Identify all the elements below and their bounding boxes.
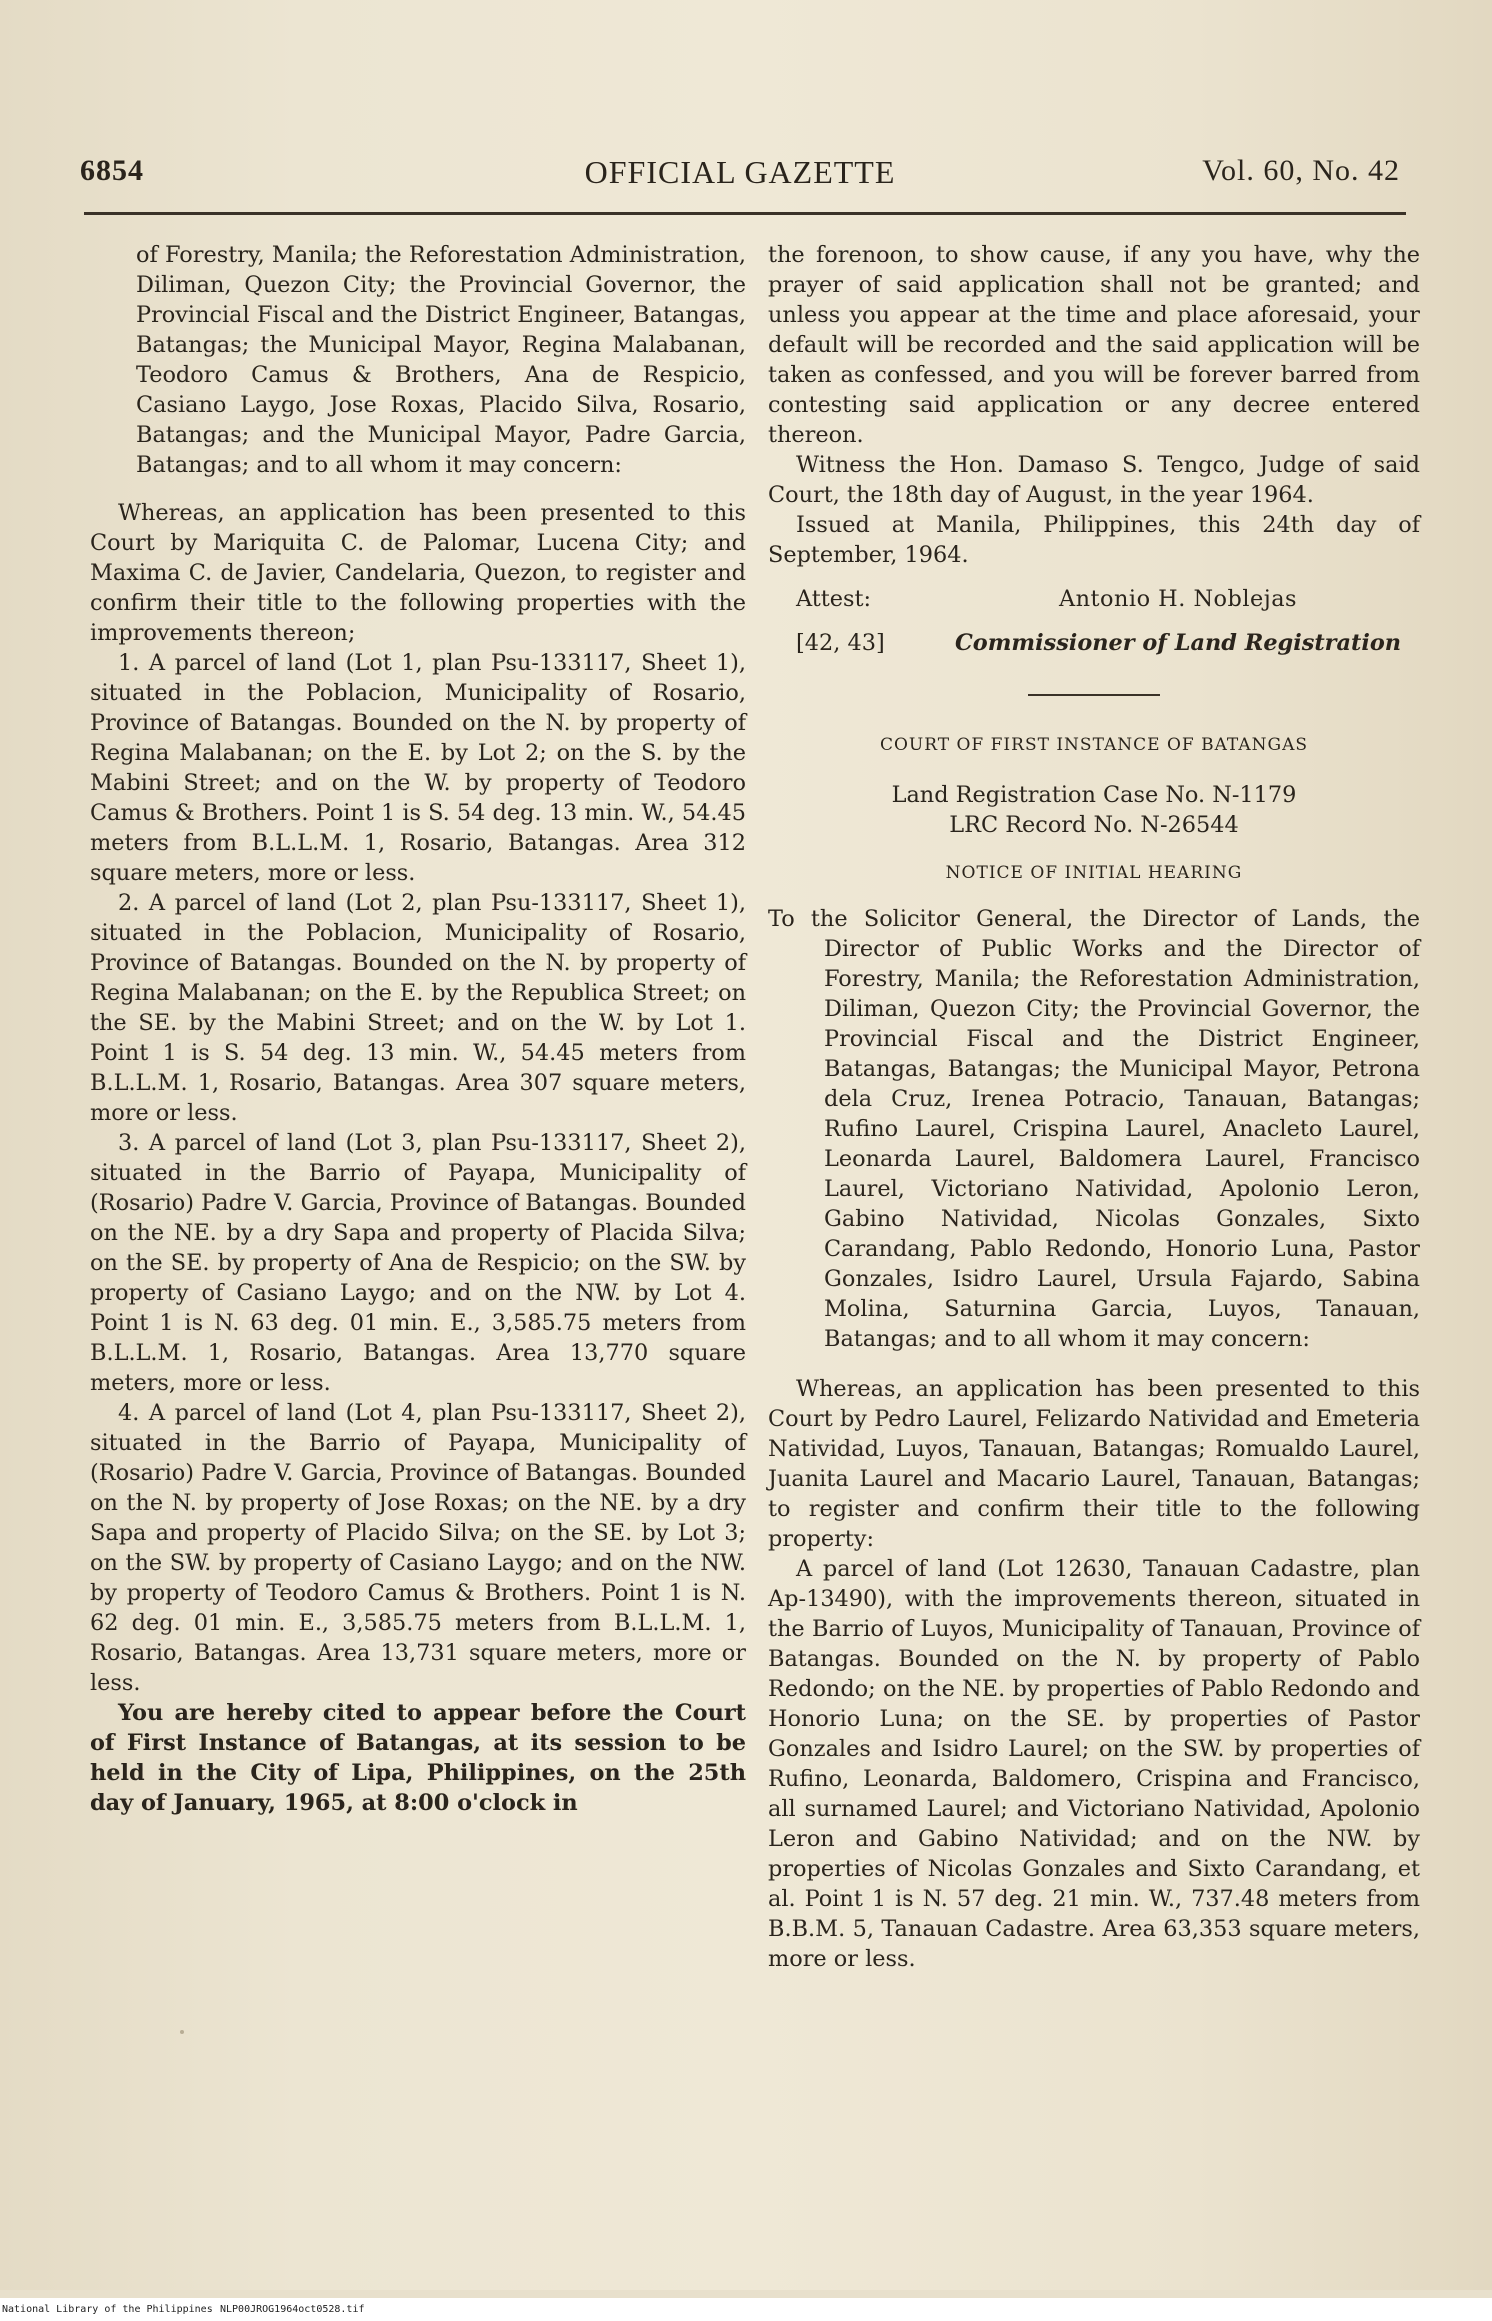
- scan-filename: NLP00JROG1964oct0528.tif: [220, 2304, 365, 2315]
- notice-heading: NOTICE OF INITIAL HEARING: [945, 863, 1243, 883]
- lrc-record: LRC Record No. N-26544: [949, 812, 1239, 838]
- library-credit: National Library of the Philippines: [2, 2304, 213, 2315]
- address-continuation: of Forestry, Manila; the Reforestation Administration, Diliman, Quezon City; the Provincial Governor, the Provincial Fiscal and the District Engineer, Batangas, Batangas; the Municipal Mayor, Regina Malabanan, Teodoro Camus & Brothers, Ana de Respicio, Casiano Laygo, Jose Roxas, Placido Silva, Rosario, Batangas; and the Municipal Mayor, Padre Garcia, Batangas; and to all whom it may concern:: [136, 242, 746, 478]
- attest-role: Commissioner of Land Registration: [954, 630, 1402, 656]
- witness-paragraph: Witness the Hon. Damaso S. Tengco, Judge of said Court, the 18th day of August, in the year 1964.: [768, 452, 1420, 508]
- header-rule: [84, 212, 1406, 215]
- lot-4-paragraph: 4. A parcel of land (Lot 4, plan Psu-133117, Sheet 2), situated in the Barrio of Payapa, Municipality of (Rosario) Padre V. Garcia, Province of Batangas. Bounded on the N. by property of Jose Roxas; on the NE. by a dry Sapa and property of Placido Silva; on the SE. by Lot 3; on the SW. by property of Casiano Laygo; and on the NW. by property of Teodoro Camus & Brothers. Point 1 is N. 62 deg. 01 min. E., 3,585.75 meters from B.L.L.M. 1, Rosario, Batangas. Area 13,731 square meters, more or less.: [90, 1400, 746, 1696]
- left-column: [90, 240, 746, 1818]
- scan-footer: [0, 2298, 1492, 2321]
- attest-name: Antonio H. Noblejas: [1058, 586, 1298, 612]
- continuation-paragraph: the forenoon, to show cause, if any you have, why the prayer of said application shall not be granted; and unless you appear at the time and place aforesaid, your default will be recorded and the said application will be taken as confessed, and you will be forever barred from contesting said application or any decree entered thereon.: [768, 242, 1420, 448]
- addressees-paragraph: To the Solicitor General, the Director of Lands, the Director of Public Works and the Director of Forestry, Manila; the Reforestation Administration, Diliman, Quezon City; the Provincial Governor, the Provincial Fiscal and the District Engineer, Batangas, Batangas; the Municipal Mayor, Petrona dela Cruz, Irenea Potracio, Tanauan, Batangas; Rufino Laurel, Crispina Laurel, Anacleto Laurel, Leonarda Laurel, Baldomera Laurel, Francisco Laurel, Victoriano Natividad, Apolonio Leron, Gabino Natividad, Nicolas Gonzales, Sixto Carandang, Pablo Redondo, Honorio Luna, Pastor Gonzales, Isidro Laurel, Ursula Fajardo, Sabina Molina, Saturnina Garcia, Luyos, Tanauan, Batangas; and to all whom it may concern:: [768, 906, 1420, 1352]
- right-column: [768, 240, 1420, 1974]
- publication-title: OFFICIAL GAZETTE: [584, 154, 896, 190]
- whereas-paragraph: Whereas, an application has been presented to this Court by Mariquita C. de Palomar, Lucena City; and Maxima C. de Javier, Candelaria, Quezon, to register and confirm their title to the following properties with the improvements thereon;: [90, 500, 746, 646]
- lot-3-paragraph: 3. A parcel of land (Lot 3, plan Psu-133117, Sheet 2), situated in the Barrio of Payapa, Municipality of (Rosario) Padre V. Garcia, Province of Batangas. Bounded on the NE. by a dry Sapa and property of Placida Silva; on the SE. by property of Ana de Respicio; on the SW. by property of Casiano Laygo; and on the NW. by Lot 4. Point 1 is N. 63 deg. 01 min. E., 3,585.75 meters from B.L.L.M. 1, Rosario, Batangas. Area 13,770 square meters, more or less.: [90, 1130, 746, 1396]
- section-divider: [1028, 694, 1160, 696]
- attest-line-2: [768, 628, 1420, 658]
- court-heading: COURT OF FIRST INSTANCE OF BATANGAS: [879, 735, 1308, 755]
- lot-2-paragraph: 2. A parcel of land (Lot 2, plan Psu-133117, Sheet 1), situated in the Poblacion, Municipality of Rosario, Province of Batangas. Bounded on the N. by property of Regina Malabanan; on the E. by the Republica Street; on the SE. by the Mabini Street; and on the W. by Lot 1. Point 1 is S. 54 deg. 13 min. W., 54.45 meters from B.L.L.M. 1, Rosario, Batangas. Area 307 square meters, more or less.: [90, 890, 746, 1126]
- lot-1-paragraph: 1. A parcel of land (Lot 1, plan Psu-133117, Sheet 1), situated in the Poblacion, Municipality of Rosario, Province of Batangas. Bounded on the N. by property of Regina Malabanan; on the E. by Lot 2; on the S. by the Mabini Street; and on the W. by property of Teodoro Camus & Brothers. Point 1 is S. 54 deg. 13 min. W., 54.45 meters from B.L.L.M. 1, Rosario, Batangas. Area 312 square meters, more or less.: [90, 650, 746, 886]
- attest-label: Attest:: [796, 586, 872, 612]
- volume-number: Vol. 60, No. 42: [1202, 154, 1400, 187]
- case-number: Land Registration Case No. N-1179: [891, 782, 1297, 808]
- issued-paragraph: Issued at Manila, Philippines, this 24th day of September, 1964.: [768, 512, 1420, 568]
- page-header: [80, 150, 1400, 200]
- paper-speck: [180, 2030, 184, 2034]
- attest-ref: [42, 43]: [796, 630, 885, 656]
- citation-paragraph: You are hereby cited to appear before the Court of First Instance of Batangas, at its session to be held in the City of Lipa, Philippines, on the 25th day of January, 1965, at 8:00 o'clock in: [90, 1700, 746, 1816]
- parcel-paragraph: A parcel of land (Lot 12630, Tanauan Cadastre, plan Ap-13490), with the improvements thereon, situated in the Barrio of Luyos, Municipality of Tanauan, Province of Batangas. Bounded on the N. by property of Pablo Redondo; on the NE. by properties of Pablo Redondo and Honorio Luna; on the SE. by properties of Pastor Gonzales and Isidro Laurel; on the SW. by properties of Rufino, Leonarda, Baldomero, Crispina and Francisco, all surnamed Laurel; and Victoriano Natividad, Apolonio Leron and Gabino Natividad; and on the NW. by properties of Nicolas Gonzales and Sixto Carandang, et al. Point 1 is N. 57 deg. 21 min. W., 737.48 meters from B.B.M. 5, Tanauan Cadastre. Area 63,353 square meters, more or less.: [768, 1556, 1420, 1972]
- page-number: 6854: [80, 154, 144, 187]
- whereas-paragraph-2: Whereas, an application has been presented to this Court by Pedro Laurel, Felizardo Natividad and Emeteria Natividad, Luyos, Tanauan, Batangas; Romualdo Laurel, Juanita Laurel and Macario Laurel, Tanauan, Batangas; to register and confirm their title to the following property:: [768, 1376, 1420, 1552]
- attest-line-1: [768, 584, 1420, 614]
